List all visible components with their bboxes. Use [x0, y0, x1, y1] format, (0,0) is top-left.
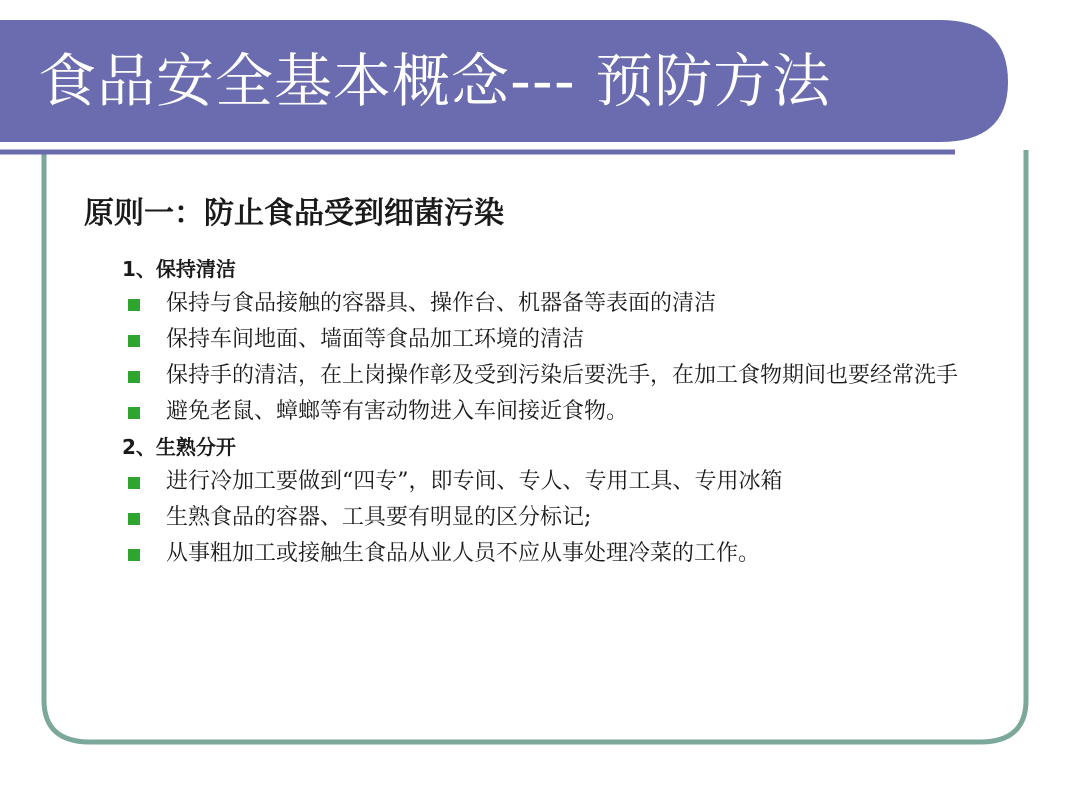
green-square-bullet-icon — [128, 477, 140, 489]
list-item-text: 避免老鼠、蟑螂等有害动物进入车间接近食物。 — [166, 399, 629, 424]
section-heading-separation: 2、生熟分开 — [122, 435, 236, 459]
green-square-bullet-icon — [128, 407, 140, 419]
list-item — [84, 500, 846, 536]
green-square-bullet-icon — [128, 549, 140, 561]
list-item — [84, 286, 1046, 322]
list-item — [84, 358, 1046, 394]
list-item-text: 保持与食品接触的容器具、操作台、机器备等表面的清洁 — [166, 291, 717, 316]
list-item — [84, 322, 1046, 358]
separation-list — [84, 464, 984, 572]
green-square-bullet-icon — [128, 513, 140, 525]
list-item-text: 进行冷加工要做到“四专”，即专间、专人、专用工具、专用冰箱 — [166, 469, 783, 494]
section-heading-cleanliness: 1、保持清洁 — [122, 257, 236, 281]
slide-content — [84, 190, 984, 572]
list-item — [84, 536, 846, 572]
list-item — [84, 394, 1046, 430]
green-square-bullet-icon — [128, 335, 140, 347]
list-item-text: 从事粗加工或接触生食品从业人员不应从事处理冷菜的工作。 — [166, 541, 761, 566]
list-item — [84, 464, 846, 500]
cleanliness-list — [84, 286, 984, 430]
list-item-text: 保持手的清洁，在上岗操作彰及受到污染后要洗手，在加工食物期间也要经常洗手 — [166, 363, 959, 388]
slide-title: 食品安全基本概念--- 预防方法 — [38, 47, 832, 115]
list-item-text: 保持车间地面、墙面等食品加工环境的清洁 — [166, 327, 585, 352]
principle-heading: 原则一：防止食品受到细菌污染 — [84, 196, 504, 231]
green-square-bullet-icon — [128, 299, 140, 311]
green-square-bullet-icon — [128, 371, 140, 383]
list-item-text: 生熟食品的容器、工具要有明显的区分标记; — [166, 505, 592, 530]
